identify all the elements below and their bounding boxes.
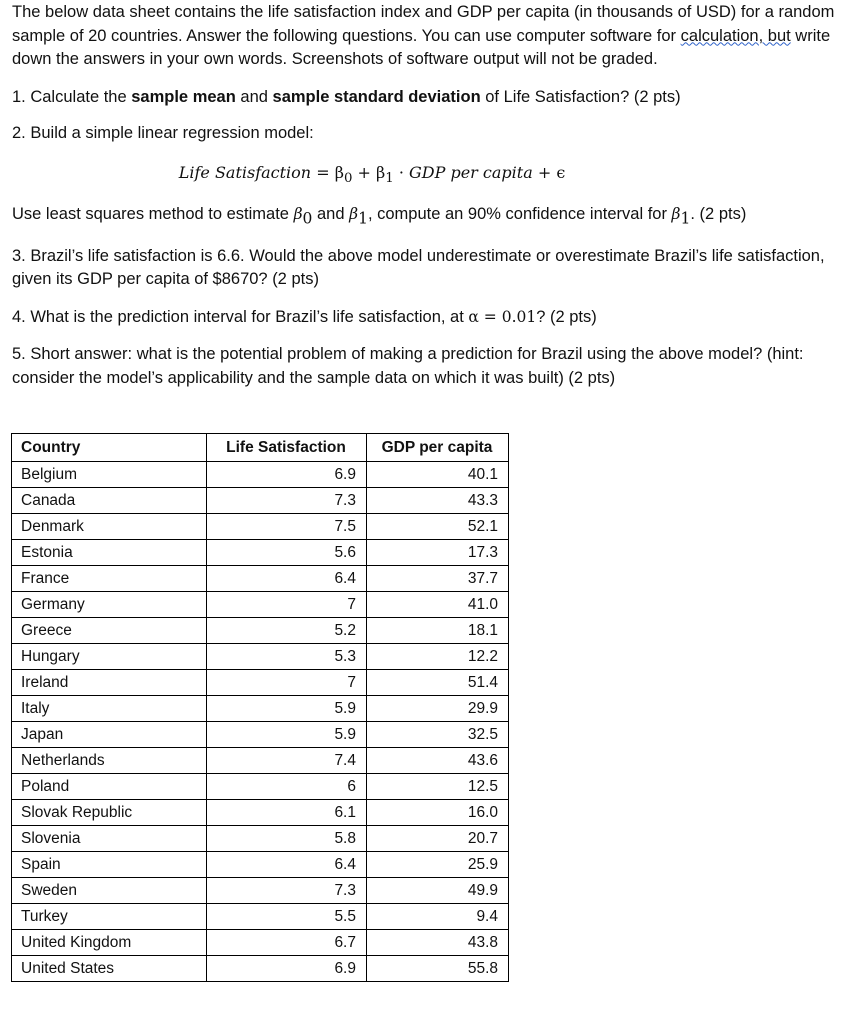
table-row: [12, 488, 509, 514]
gdp-cell: 25.9: [367, 852, 509, 878]
country-cell: Poland: [12, 774, 207, 800]
country-cell: Spain: [12, 852, 207, 878]
gdp-cell: 32.5: [367, 722, 509, 748]
life-satisfaction-cell: 6: [207, 774, 367, 800]
country-cell: Slovenia: [12, 826, 207, 852]
life-satisfaction-cell: 6.9: [207, 956, 367, 982]
table-body: [12, 462, 509, 982]
table-row: [12, 878, 509, 904]
gdp-cell: 20.7: [367, 826, 509, 852]
life-satisfaction-cell: 7.3: [207, 488, 367, 514]
gdp-cell: 40.1: [367, 462, 509, 488]
table-header-row: [12, 434, 509, 462]
table-row: [12, 618, 509, 644]
life-satisfaction-cell: 6.7: [207, 930, 367, 956]
gdp-cell: 43.6: [367, 748, 509, 774]
life-satisfaction-cell: 7.5: [207, 514, 367, 540]
gdp-cell: 49.9: [367, 878, 509, 904]
gdp-cell: 37.7: [367, 566, 509, 592]
life-satisfaction-cell: 6.4: [207, 566, 367, 592]
sample-sd-bold: sample standard deviation: [272, 87, 481, 106]
life-satisfaction-cell: 5.3: [207, 644, 367, 670]
country-cell: Turkey: [12, 904, 207, 930]
table-row: [12, 566, 509, 592]
table-row: [12, 774, 509, 800]
life-satisfaction-cell: 5.9: [207, 722, 367, 748]
intro-paragraph: [12, 1, 842, 72]
gdp-cell: 12.5: [367, 774, 509, 800]
life-satisfaction-cell: 5.9: [207, 696, 367, 722]
life-satisfaction-cell: 5.2: [207, 618, 367, 644]
life-satisfaction-cell: 7.3: [207, 878, 367, 904]
life-satisfaction-cell: 5.5: [207, 904, 367, 930]
data-table: [11, 433, 509, 982]
alpha-value: α = 0.01: [468, 307, 537, 326]
header-gdp-per-capita: GDP per capita: [367, 434, 509, 462]
table-row: [12, 956, 509, 982]
country-cell: Sweden: [12, 878, 207, 904]
country-cell: United States: [12, 956, 207, 982]
table-row: [12, 514, 509, 540]
table-row: [12, 462, 509, 488]
country-cell: Denmark: [12, 514, 207, 540]
gdp-cell: 43.8: [367, 930, 509, 956]
table-row: [12, 722, 509, 748]
gdp-cell: 9.4: [367, 904, 509, 930]
table-row: [12, 800, 509, 826]
question-5: 5. Short answer: what is the potential problem of making a prediction for Brazil using the above model? (hint: consider the model’s applicability and the sample data on which it was built) (2 pts): [12, 345, 804, 387]
country-cell: Italy: [12, 696, 207, 722]
country-cell: Belgium: [12, 462, 207, 488]
intro-text-1: The below data sheet contains the life satisfaction index and GDP per capita (in thousands of USD) for a random sample of 20 countries. Answer the following questions. You can use computer software for: [12, 3, 835, 45]
table-row: [12, 644, 509, 670]
life-satisfaction-cell: 6.1: [207, 800, 367, 826]
intro-text-2: write down the answers in your own words. Screenshots of software output will not be graded.: [12, 26, 831, 68]
gdp-cell: 18.1: [367, 618, 509, 644]
question-2-instructions: Use least squares method to estimate $\beta_0$ and $\beta_1$, compute an 90% confidence interval for $\beta_1$. (2 pts): [12, 205, 747, 228]
question-3: 3. Brazil’s life satisfaction is 6.6. Would the above model underestimate or overestimate Brazil’s life satisfaction, given its GDP per capita of $8670? (2 pts): [12, 246, 825, 289]
question-1: 1. Calculate the sample mean and sample standard deviation of Life Satisfaction? (2 pts): [12, 87, 681, 106]
country-cell: Slovak Republic: [12, 800, 207, 826]
table-row: [12, 904, 509, 930]
country-cell: Japan: [12, 722, 207, 748]
spellcheck-flagged-text: calculation, but: [680, 26, 791, 45]
country-cell: Hungary: [12, 644, 207, 670]
life-satisfaction-cell: 7: [207, 670, 367, 696]
question-4: 4. What is the prediction interval for Brazil’s life satisfaction, at α = 0.01? (2 pts): [12, 307, 597, 326]
table-row: [12, 670, 509, 696]
life-satisfaction-cell: 5.8: [207, 826, 367, 852]
gdp-cell: 43.3: [367, 488, 509, 514]
life-satisfaction-cell: 6.4: [207, 852, 367, 878]
life-satisfaction-cell: 6.9: [207, 462, 367, 488]
header-country: Country: [12, 434, 207, 462]
table-row: [12, 592, 509, 618]
country-cell: Canada: [12, 488, 207, 514]
country-cell: Ireland: [12, 670, 207, 696]
table-row: [12, 930, 509, 956]
table-row: [12, 826, 509, 852]
life-satisfaction-cell: 5.6: [207, 540, 367, 566]
country-cell: Greece: [12, 618, 207, 644]
table-row: [12, 696, 509, 722]
gdp-cell: 17.3: [367, 540, 509, 566]
sample-mean-bold: sample mean: [131, 87, 236, 106]
question-2: 2. Build a simple linear regression model:: [12, 124, 314, 142]
document-page: [12, 0, 842, 390]
gdp-cell: 12.2: [367, 644, 509, 670]
regression-formula: Life Satisfaction = $\beta_0 + \beta_1$ · GDP per capita + ϵ: [178, 162, 566, 186]
country-cell: Netherlands: [12, 748, 207, 774]
table-row: [12, 540, 509, 566]
gdp-cell: 52.1: [367, 514, 509, 540]
life-satisfaction-cell: 7: [207, 592, 367, 618]
gdp-cell: 55.8: [367, 956, 509, 982]
gdp-cell: 51.4: [367, 670, 509, 696]
country-cell: United Kingdom: [12, 930, 207, 956]
gdp-cell: 16.0: [367, 800, 509, 826]
table-row: [12, 852, 509, 878]
country-cell: France: [12, 566, 207, 592]
gdp-cell: 41.0: [367, 592, 509, 618]
table-row: [12, 748, 509, 774]
gdp-cell: 29.9: [367, 696, 509, 722]
life-satisfaction-cell: 7.4: [207, 748, 367, 774]
country-cell: Germany: [12, 592, 207, 618]
country-cell: Estonia: [12, 540, 207, 566]
header-life-satisfaction: Life Satisfaction: [207, 434, 367, 462]
